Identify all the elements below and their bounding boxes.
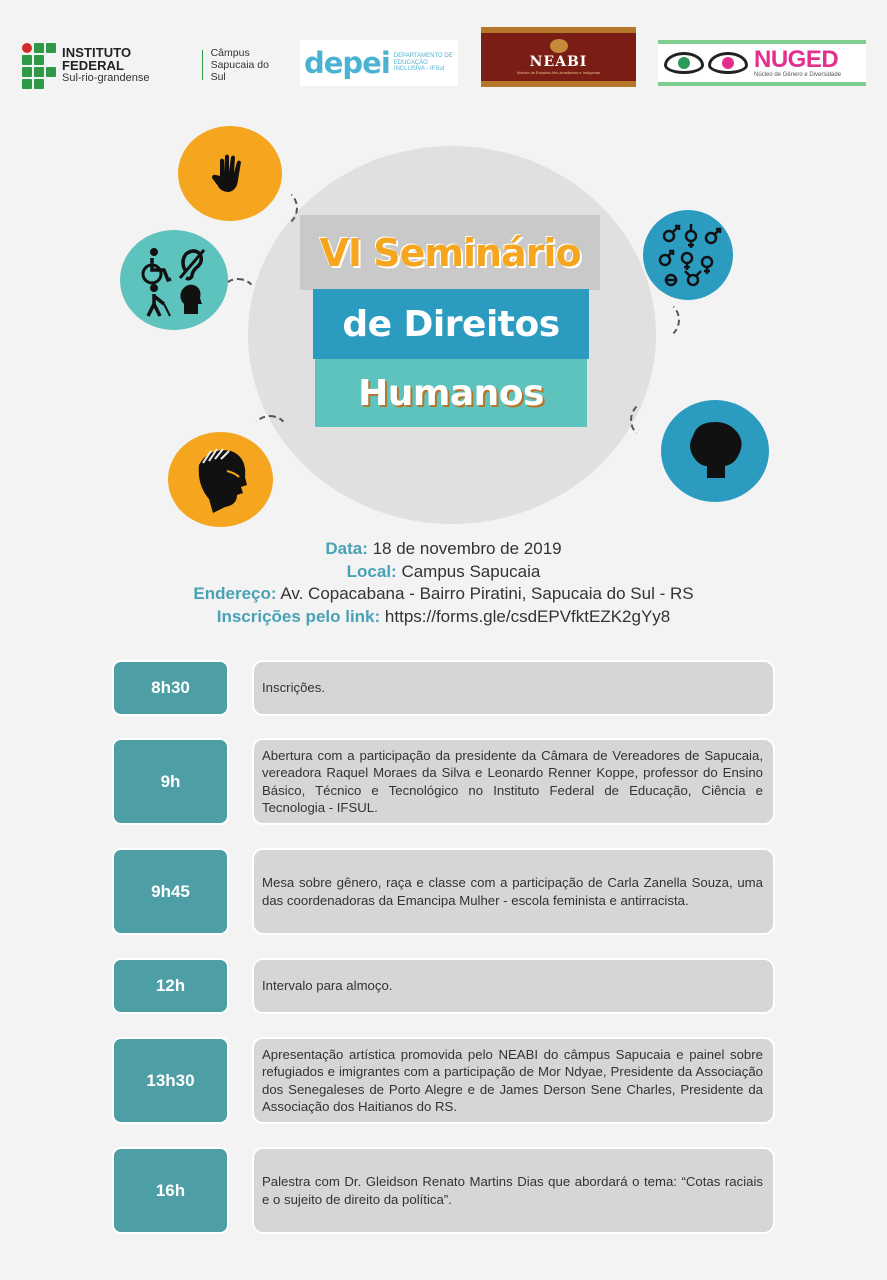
- schedule-text: Abertura com a participação da presidente da Câmara de Vereadores de Sapucaia, vereadora Raquel Moraes da Silva e Leonardo Renner Koppe, professor do Ensino Básico, Técnico e Tecnológico no Instituto Federal de Educação, Ciência e Tecnologia - IFSUL.: [262, 747, 763, 815]
- registration-link[interactable]: https://forms.gle/csdEPVfktEZK2gYy8: [384, 606, 671, 626]
- ifsul-mark-icon: [22, 43, 56, 87]
- eyes-icon: [664, 52, 748, 74]
- schedule-description: [254, 662, 773, 714]
- title-line-3-box: [315, 359, 587, 427]
- ifsul-campus-line2: Sapucaia do Sul: [210, 58, 269, 84]
- ifsul-title: INSTITUTO FEDERAL: [62, 44, 132, 74]
- ifsul-campus-line1: Câmpus: [210, 46, 250, 59]
- afro-silhouette-icon: [661, 400, 769, 502]
- schedule-time: 16h: [114, 1149, 227, 1232]
- schedule-text: Inscrições.: [262, 680, 326, 696]
- ifsul-subtitle: Sul-rio-grandense: [62, 71, 150, 84]
- ifsul-divider: [202, 50, 203, 80]
- schedule-time: 9h: [114, 740, 227, 823]
- schedule-text: Intervalo para almoço.: [262, 978, 393, 994]
- date-line: [0, 538, 887, 561]
- schedule-time: 8h30: [114, 662, 227, 714]
- neabi-word: NEABI: [529, 54, 588, 70]
- address-line: [0, 583, 887, 606]
- schedule-text: Apresentação artística promovida pelo NEABI do câmpus Sapucaia e painel sobre refugiados e imigrantes com a participação de Mor Ndyae, Presidente da Associação dos Senegaleses de Porto Alegre e de James Derson Sene Charles, Presidente da Associação dos Haitianos do RS.: [262, 1046, 763, 1114]
- indigenous-icon: [168, 432, 273, 527]
- place-line: [0, 561, 887, 584]
- title-line-2: de Direitos: [342, 303, 560, 345]
- accessibility-icon: [120, 230, 228, 330]
- connector-dash: [640, 300, 680, 340]
- globe-icon: [550, 39, 568, 53]
- address-value: Av. Copacabana - Bairro Piratini, Sapucaia do Sul - RS: [280, 584, 694, 603]
- schedule-description: [254, 850, 773, 933]
- hand-icon: [178, 126, 282, 221]
- schedule-description: [254, 960, 773, 1012]
- schedule-text: Mesa sobre gênero, raça e classe com a participação de Carla Zanella Souza, uma das coordenadoras da Emancipa Mulher - escola feminista e antirracista.: [262, 875, 763, 908]
- schedule-text: Palestra com Dr. Gleidson Renato Martins Dias que abordará o tema: “Cotas raciais e o sujeito de direito da política”.: [262, 1174, 763, 1207]
- nuged-logo: [658, 40, 866, 86]
- ifsul-logo: [22, 40, 284, 90]
- address-label: Endereço:: [193, 584, 277, 603]
- title-line-1-box: [300, 215, 600, 290]
- date-label: Data:: [325, 539, 368, 558]
- title-line-3: Humanos: [358, 372, 544, 414]
- event-info: [0, 538, 887, 628]
- title-line-1: VI Seminário: [319, 230, 581, 275]
- depei-logo: [300, 40, 458, 86]
- neabi-subtitle: Núcleo de Estudos Afro-brasileiros e Indígenas: [516, 70, 601, 75]
- schedule-time: 12h: [114, 960, 227, 1012]
- gender-symbols-icon: [643, 210, 733, 300]
- place-label: Local:: [346, 561, 397, 581]
- title-line-2-box: [313, 289, 589, 359]
- depei-word: depei: [304, 46, 390, 80]
- schedule-time: 9h45: [114, 850, 227, 933]
- nuged-subtitle: Núcleo de Gênero e Diversidade: [754, 72, 842, 78]
- schedule-description: [254, 1149, 773, 1232]
- place-value: Campus Sapucaia: [401, 561, 541, 581]
- schedule-time: 13h30: [114, 1039, 227, 1122]
- neabi-logo: [481, 27, 636, 87]
- link-label: Inscrições pelo link:: [216, 606, 381, 626]
- link-line: [0, 606, 887, 629]
- depei-subtitle: DEPARTAMENTO DE EDUCAÇÃO INCLUSIVA - IFSul: [393, 52, 453, 73]
- nuged-word: NUGED: [754, 46, 839, 73]
- schedule-description: [254, 1039, 773, 1122]
- schedule-description: [254, 740, 773, 823]
- date-value: 18 de novembro de 2019: [372, 539, 562, 558]
